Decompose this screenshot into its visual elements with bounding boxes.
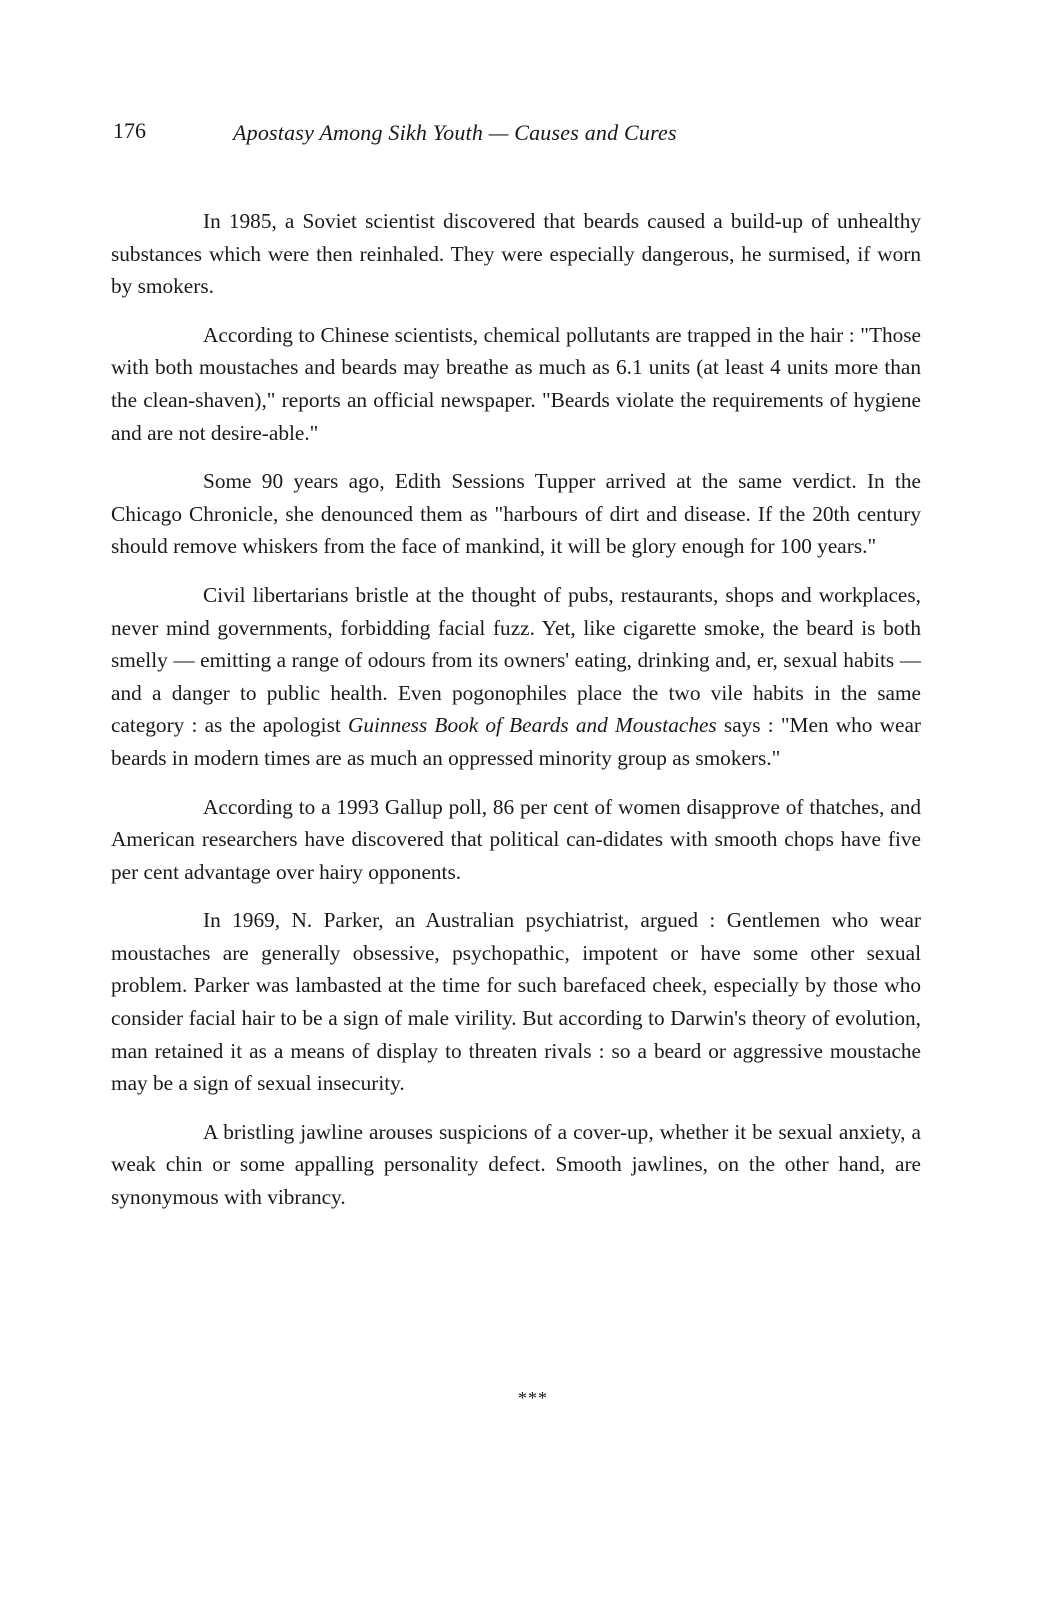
book-title: Apostasy Among Sikh Youth — Causes and Cures [233, 120, 677, 145]
book-reference: Guinness Book of Beards and Moustaches [347, 713, 717, 738]
paragraph-edith-tupper: Some 90 years ago, Edith Sessions Tupper arrived at the same verdict. In the Chicago Chronicle, she denounced them as "harbours of dirt and disease. If the 20th century should remove whiskers from the face of mankind, it will be glory enough for 100 years." [111, 469, 921, 559]
paragraph-civil-libertarians [111, 579, 921, 775]
body-text [111, 205, 921, 1214]
paragraph-text: Civil libertarians bristle at the thought of pubs, restaurants, shops and workplaces, never mind governments, forbidding facial fuzz. Yet, like cigarette smoke, the beard is both smelly — emitting a range of odours from its owners' eating, drinking and, er, sexual habits — and a danger to public health. Even pogonophiles place the two vile habits in the same category : as the apologist [111, 582, 921, 738]
paragraph-text: says : "Men who wear beards in modern times are as much an oppressed minority group as smokers." [111, 713, 922, 770]
paragraph-parker: In 1969, N. Parker, an Australian psychiatrist, argued : Gentlemen who wear moustaches are generally obsessive, psychopathic, impotent or have some other sexual problem. Parker was lambasted at the time for such barefaced cheek, especially by those who consider facial hair to be a sign of male virility. But according to Darwin's theory of evolution, man retained it as a means of display to threaten rivals : so a beard or aggressive moustache may be a sign of sexual insecurity. [111, 908, 921, 1096]
page-number: 176 [113, 118, 146, 143]
paragraph-chinese-scientists: According to Chinese scientists, chemical pollutants are trapped in the hair : "Those with both moustaches and beards may breathe as much as 6.1 units (at least 4 units more than the clean-shaven)," reports an official newspaper. "Beards violate the requirements of hygiene and are not desire-able." [111, 322, 921, 445]
paragraph-bristling-jawline: A bristling jawline arouses suspicions of a cover-up, whether it be sexual anxiety, a weak chin or some appalling personality defect. Smooth jawlines, on the other hand, are synonymous with vibrancy. [111, 1119, 921, 1210]
section-end-ornament: *** [518, 1388, 548, 1408]
paragraph-soviet-scientist: In 1985, a Soviet scientist discovered that beards caused a build-up of unhealthy substances which were then reinhaled. They were especially dangerous, he surmised, if worn by smokers. [111, 209, 921, 299]
running-head [113, 118, 933, 158]
paragraph-gallup-poll: According to a 1993 Gallup poll, 86 per cent of women disapprove of thatches, and American researchers have discovered that political can-didates with smooth chops have five per cent advantage over hairy opponents. [111, 794, 921, 884]
